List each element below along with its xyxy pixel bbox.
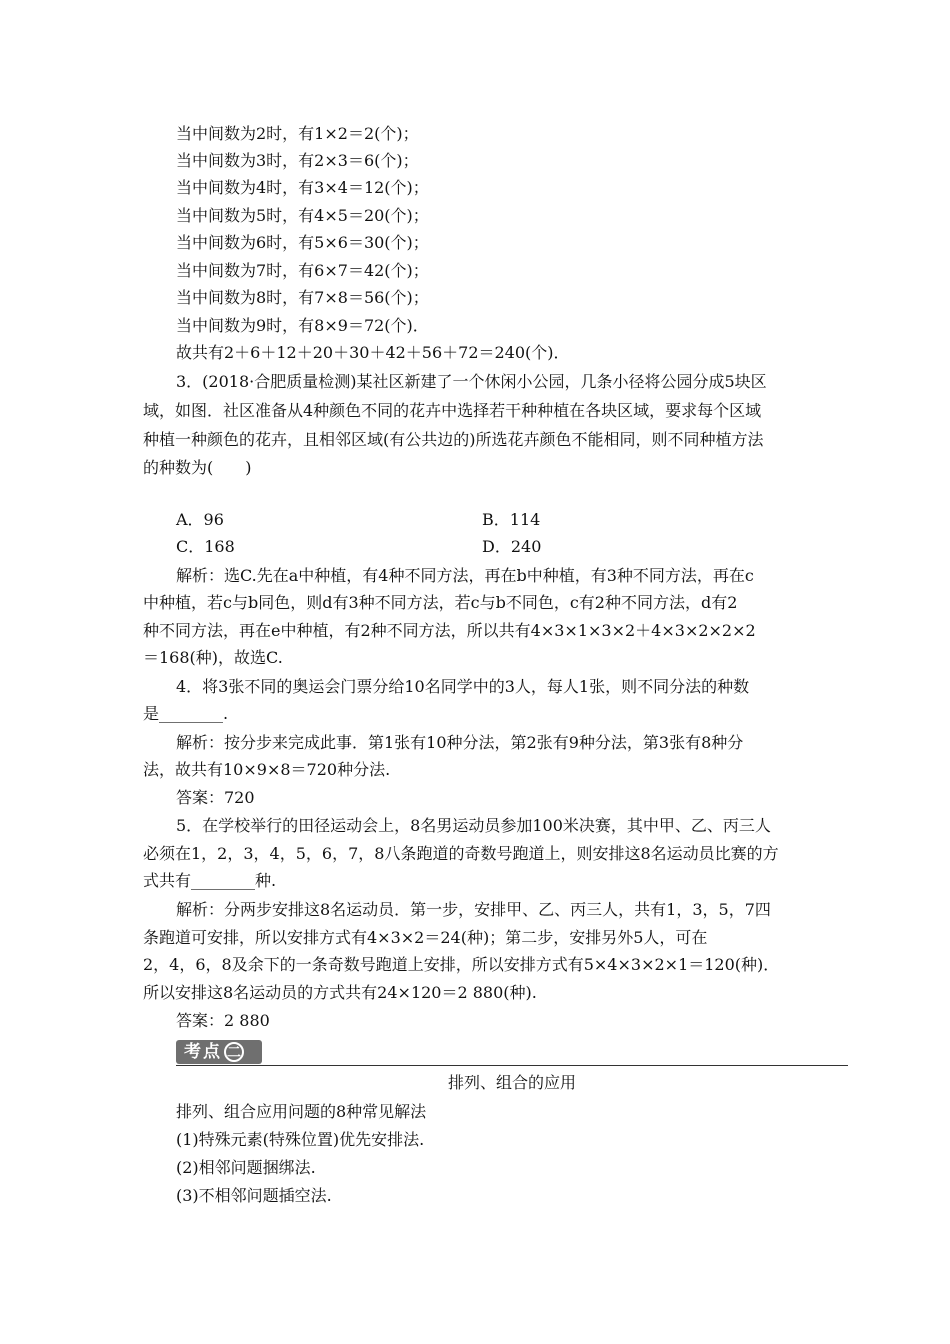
q4-analysis-line: 解析：按分步来完成此事．第1张有10种分法，第2张有9种分法，第3张有8种分 — [176, 733, 744, 752]
section-badge-label: 考点 — [184, 1042, 222, 1062]
intro-line: 当中间数为2时，有1×2＝2(个)； — [176, 124, 419, 143]
q5-line: 式共有________种. — [143, 871, 277, 890]
section-intro: 排列、组合应用问题的8种常见解法 — [176, 1102, 427, 1121]
q3-line: 种植一种颜色的花卉，且相邻区域(有公共边的)所选花卉颜色不能相同，则不同种植方法 — [143, 430, 764, 449]
q4-line: 是________. — [143, 704, 229, 723]
q5-line: 5．在学校举行的田径运动会上，8名男运动员参加100米决赛，其中甲、乙、丙三人 — [176, 816, 771, 835]
intro-line: 当中间数为8时，有7×8＝56(个)； — [176, 288, 429, 307]
intro-line: 当中间数为3时，有2×3＝6(个)； — [176, 151, 419, 170]
section-item: (3)不相邻问题插空法. — [176, 1186, 332, 1205]
intro-line: 当中间数为6时，有5×6＝30(个)； — [176, 233, 429, 252]
q3-analysis-line: 解析：选C.先在a中种植，有4种不同方法，再在b中种植，有3种不同方法，再在c — [176, 566, 754, 585]
q4-line: 4．将3张不同的奥运会门票分给10名同学中的3人，每人1张，则不同分法的种数 — [176, 677, 750, 696]
q3-analysis-line: ＝168(种)，故选C. — [143, 648, 283, 667]
section-item: (2)相邻问题捆绑法. — [176, 1158, 316, 1177]
intro-line: 当中间数为4时，有3×4＝12(个)； — [176, 178, 429, 197]
q3-option-d: D．240 — [482, 537, 542, 556]
section-badge-number: 二 — [224, 1042, 244, 1062]
section-divider — [176, 1065, 848, 1066]
section-item: (1)特殊元素(特殊位置)优先安排法. — [176, 1130, 425, 1149]
q4-answer: 答案：720 — [176, 788, 255, 807]
section-title: 排列、组合的应用 — [447, 1073, 576, 1092]
q4-analysis-line: 法，故共有10×9×8＝720种分法. — [143, 760, 391, 779]
q3-line: 3．(2018·合肥质量检测)某社区新建了一个休闲小公园，几条小径将公园分成5块区 — [176, 372, 767, 391]
intro-line: 当中间数为7时，有6×7＝42(个)； — [176, 261, 429, 280]
q5-answer: 答案：2 880 — [176, 1011, 270, 1030]
q3-option-b: B．114 — [482, 510, 541, 529]
intro-line: 当中间数为9时，有8×9＝72(个)． — [176, 316, 429, 335]
q3-line: 域，如图．社区准备从4种颜色不同的花卉中选择若干种种植在各块区域，要求每个区域 — [143, 401, 762, 420]
q5-analysis-line: 条跑道可安排，所以安排方式有4×3×2＝24(种)；第二步，安排另外5人，可在 — [143, 928, 708, 947]
intro-total-line: 故共有2＋6＋12＋20＋30＋42＋56＋72＝240(个)． — [176, 343, 570, 362]
q3-option-a: A．96 — [176, 510, 224, 529]
intro-line: 当中间数为5时，有4×5＝20(个)； — [176, 206, 429, 225]
q3-line: 的种数为( ) — [143, 458, 252, 477]
q5-analysis-line: 解析：分两步安排这8名运动员．第一步，安排甲、乙、丙三人，共有1，3，5，7四 — [176, 900, 771, 919]
q5-line: 必须在1，2，3，4，5，6，7，8八条跑道的奇数号跑道上，则安排这8名运动员比赛的方 — [143, 844, 779, 863]
q5-analysis-line: 所以安排这8名运动员的方式共有24×120＝2 880(种). — [143, 983, 537, 1002]
section-badge — [176, 1040, 262, 1064]
q3-option-c: C．168 — [176, 537, 235, 556]
q5-analysis-line: 2，4，6，8及余下的一条奇数号跑道上安排，所以安排方式有5×4×3×2×1＝120(种)． — [143, 955, 780, 974]
q3-analysis-line: 中种植，若c与b同色，则d有3种不同方法，若c与b不同色，c有2种不同方法，d有2 — [143, 593, 738, 612]
q3-analysis-line: 种不同方法，再在e中种植，有2种不同方法，所以共有4×3×1×3×2＋4×3×2×2×2 — [143, 621, 756, 640]
